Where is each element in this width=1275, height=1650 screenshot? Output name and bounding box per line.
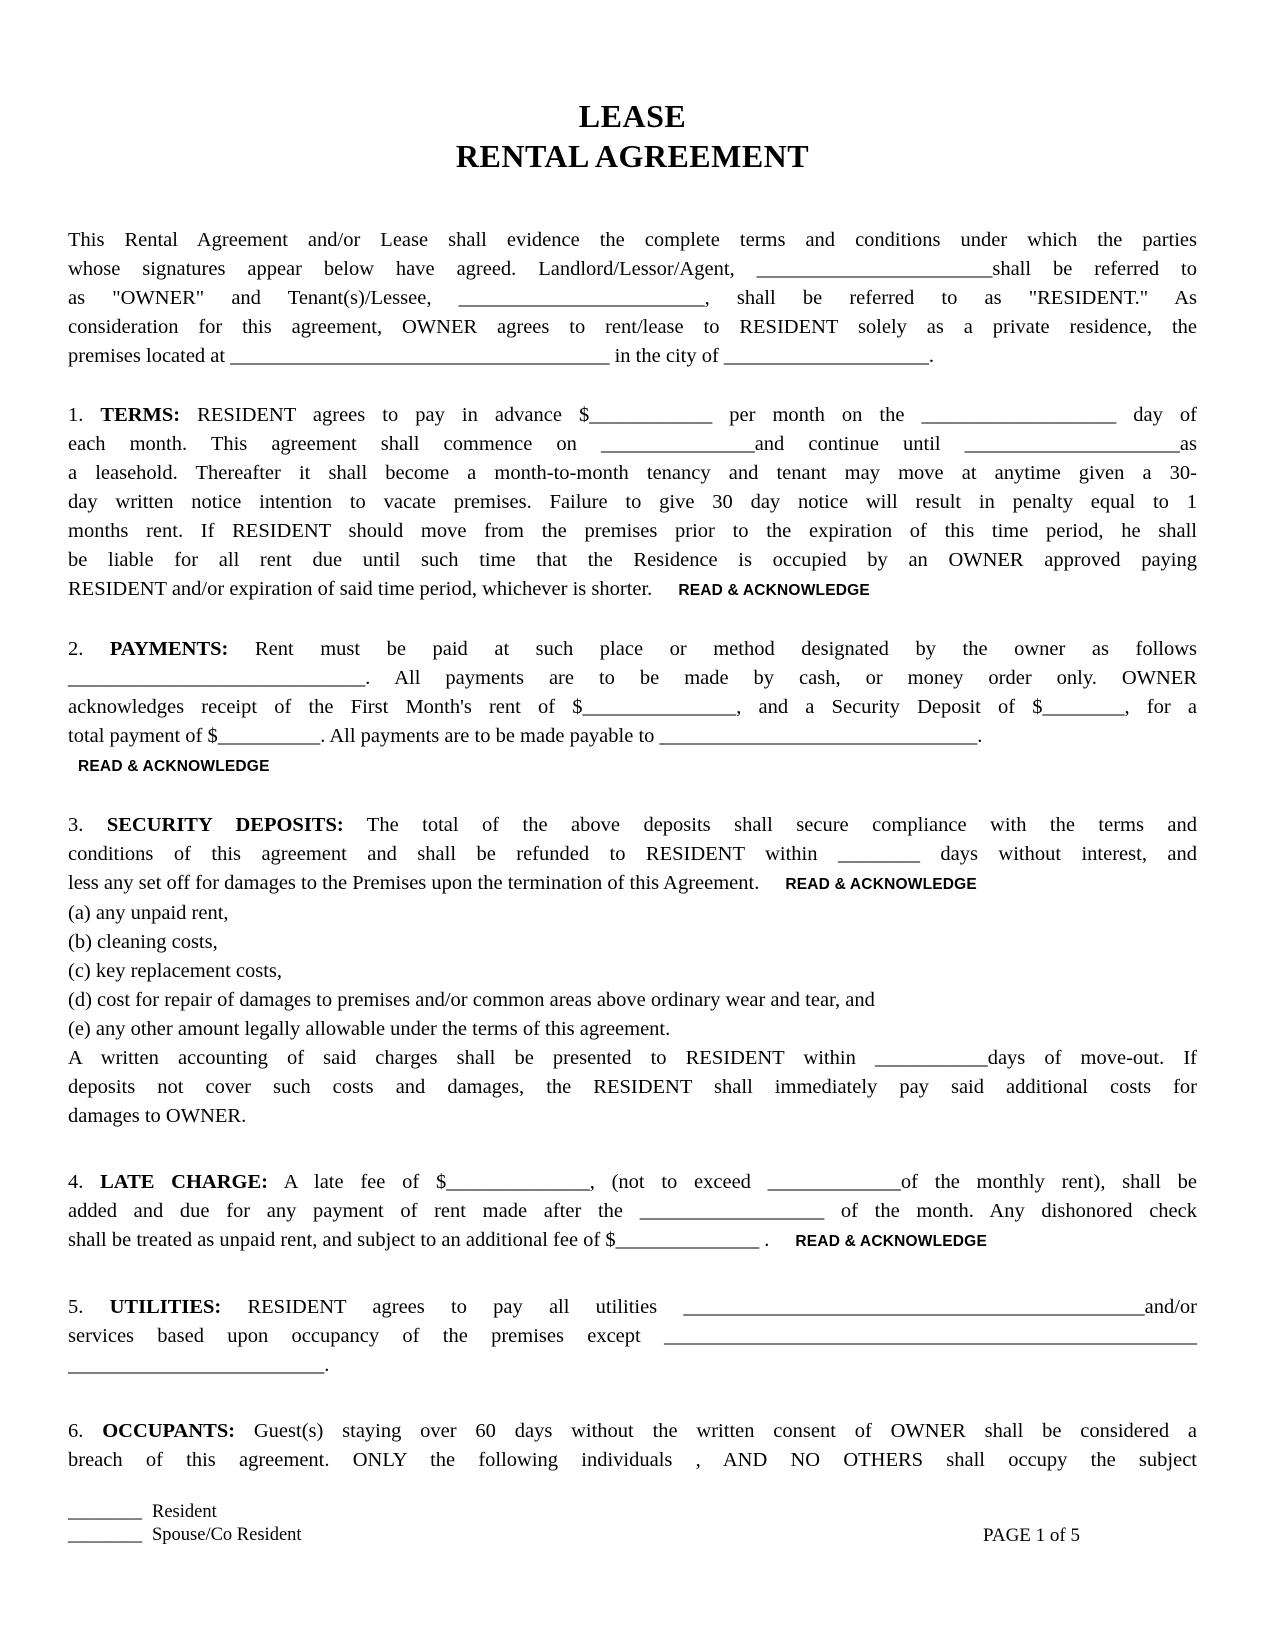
monthly-rent-blank: ____________: [589, 404, 713, 426]
text-segment: added and due for any payment of rent made after the: [68, 1200, 640, 1222]
utilities-heading: UTILITIES:: [109, 1296, 222, 1318]
text-segment: acknowledges receipt of the First Month's rent of $: [68, 696, 583, 718]
text-segment: be liable for all rent due until such time that the Residence is occupied by an OWNER approved paying: [68, 549, 1197, 571]
utilities-except-blank: ____________________________________________________: [664, 1325, 1197, 1347]
text-line: [68, 459, 1197, 488]
text-segment: days without interest, and: [919, 843, 1197, 865]
payment-place-blank: _____________________________: [68, 667, 366, 689]
text-segment: shall be treated as unpaid rent, and subject to an additional fee of $: [68, 1229, 616, 1251]
text-line: [68, 517, 1197, 546]
security-deposit-items: [68, 899, 1197, 1044]
text-line: [68, 226, 1197, 255]
text-segment: days of move-out. If: [987, 1047, 1198, 1069]
text-segment: total payment of $: [68, 725, 218, 747]
text-segment: services based upon occupancy of the premises except: [68, 1325, 664, 1347]
text-segment: Guest(s) staying over 60 days without the written consent of OWNER shall be considered a: [235, 1420, 1197, 1442]
text-segment: per month on the: [712, 404, 922, 426]
text-segment: of the monthly rent), shall be: [900, 1171, 1197, 1193]
text-line: [68, 1102, 1197, 1131]
commencement-date-blank: _______________: [600, 433, 755, 455]
intro-paragraph: [68, 226, 1197, 371]
text-segment: as: [1179, 433, 1197, 455]
text-segment: Rent must be paid at such place or method designated by the owner as follows: [228, 638, 1197, 660]
tenant-lessee-blank: ________________________: [458, 287, 705, 309]
text-line: [68, 1168, 1197, 1197]
payment-day-blank: ___________________: [921, 404, 1117, 426]
text-segment: months rent. If RESIDENT should move from the premises prior to the expiration of this time period, he shall: [68, 520, 1197, 542]
text-line: [68, 664, 1197, 693]
section-late-charge: [68, 1168, 1197, 1256]
text-segment: 2.: [68, 638, 110, 660]
text-segment: 6.: [68, 1420, 103, 1442]
text-segment: RESIDENT agrees to pay all utilities: [221, 1296, 684, 1318]
resident-signature-blank: ________: [68, 1502, 142, 1522]
first-month-rent-blank: _______________: [582, 696, 737, 718]
end-date-blank: _____________________: [964, 433, 1180, 455]
text-line: [68, 575, 1197, 605]
payments-heading: PAYMENTS:: [109, 638, 229, 660]
text-segment: , (not to exceed: [589, 1171, 768, 1193]
text-segment: day written notice intention to vacate premises. Failure to give 30 day notice will result in penalty equal to 1: [68, 491, 1197, 513]
premises-address-blank: _____________________________________: [230, 345, 610, 367]
text-line: [68, 957, 1197, 986]
text-segment: . All payments are to be made payable to: [320, 725, 660, 747]
text-segment: .: [759, 1229, 770, 1251]
section-security-deposits: [68, 811, 1197, 899]
security-deposits-heading: SECURITY DEPOSITS:: [106, 814, 344, 836]
text-line: [68, 1226, 1197, 1256]
text-line: [68, 1197, 1197, 1226]
text-line: [68, 1322, 1197, 1351]
city-blank: ____________________: [723, 345, 929, 367]
page-number: PAGE 1 of 5: [983, 1525, 1080, 1546]
payments-read-acknowledge-line: [68, 751, 1197, 781]
text-segment: conditions of this agreement and shall be refunded to RESIDENT within: [68, 843, 838, 865]
payable-to-blank: _______________________________: [659, 725, 978, 747]
text-segment: whose signatures appear below have agreed. Landlord/Lessor/Agent,: [68, 258, 757, 280]
text-line: [68, 722, 1197, 751]
text-segment: and continue until: [754, 433, 965, 455]
text-segment: RESIDENT and/or expiration of said time period, whichever is shorter.: [68, 578, 653, 600]
text-line: [68, 869, 1197, 899]
refund-days-blank: ________: [837, 843, 920, 865]
text-segment: premises located at: [68, 345, 231, 367]
text-segment: a leasehold. Thereafter it shall become a month-to-month tenancy and tenant may move at anytime given a 30-: [68, 462, 1197, 484]
text-line: [68, 1417, 1197, 1446]
text-line: [68, 1351, 1197, 1380]
text-segment: 3.: [68, 814, 107, 836]
text-segment: (d) cost for repair of damages to premises and/or common areas above ordinary wear and tear, and: [68, 989, 875, 1011]
text-segment: .: [324, 1354, 330, 1376]
title-line-rental-agreement: RENTAL AGREEMENT: [455, 138, 810, 174]
text-segment: in the city of: [609, 345, 724, 367]
late-fee-cap-blank: _____________: [767, 1171, 901, 1193]
section-terms: [68, 401, 1197, 605]
total-payment-blank: __________: [217, 725, 321, 747]
text-segment: A written accounting of said charges shall be presented to RESIDENT within: [68, 1047, 875, 1069]
text-segment: consideration for this agreement, OWNER agrees to rent/lease to RESIDENT solely as a private residence, the: [68, 316, 1197, 338]
text-line: [68, 1446, 1197, 1475]
text-segment: A late fee of $: [267, 1171, 447, 1193]
section-utilities: [68, 1293, 1197, 1380]
document-title: [68, 96, 1197, 176]
section-occupants: [68, 1417, 1197, 1475]
resident-signature-line: [68, 1501, 1197, 1524]
text-segment: and/or: [1144, 1296, 1197, 1318]
text-line: [68, 1044, 1197, 1073]
text-line: [68, 1293, 1197, 1322]
late-fee-blank: ______________: [446, 1171, 590, 1193]
text-segment: as "OWNER" and Tenant(s)/Lessee,: [68, 287, 459, 309]
text-line: [68, 488, 1197, 517]
text-line: [68, 342, 1197, 371]
utilities-paid-blank: _____________________________________________: [683, 1296, 1145, 1318]
text-segment: , shall be referred to as "RESIDENT." As: [704, 287, 1198, 309]
spouse-signature-label: Spouse/Co Resident: [152, 1525, 302, 1545]
utilities-except-continued-blank: _________________________: [68, 1354, 325, 1376]
occupants-heading: OCCUPANTS:: [102, 1420, 236, 1442]
text-segment: breach of this agreement. ONLY the following individuals , AND NO OTHERS shall occupy the subject: [68, 1449, 1197, 1471]
text-segment: each month. This agreement shall commence on: [68, 433, 601, 455]
text-segment: deposits not cover such costs and damages, the RESIDENT shall immediately pay said additional costs for: [68, 1076, 1197, 1098]
text-segment: .: [928, 345, 935, 367]
text-line: [68, 546, 1197, 575]
text-line: [68, 1015, 1197, 1044]
text-line: [68, 928, 1197, 957]
text-segment: .: [977, 725, 983, 747]
security-accounting-paragraph: [68, 1044, 1197, 1131]
spouse-signature-blank: ________: [68, 1525, 142, 1545]
text-segment: (a) any unpaid rent,: [68, 902, 229, 924]
accounting-days-blank: ___________: [874, 1047, 988, 1069]
text-line: [68, 986, 1197, 1015]
late-charge-heading: LATE CHARGE:: [100, 1171, 268, 1193]
dishonored-check-fee-blank: ______________: [615, 1229, 760, 1251]
security-deposit-blank: ________: [1042, 696, 1125, 718]
text-segment: This Rental Agreement and/or Lease shall evidence the complete terms and conditions under which the parties: [68, 229, 1197, 251]
text-line: [68, 1073, 1197, 1102]
text-segment: (e) any other amount legally allowable under the terms of this agreement.: [68, 1018, 671, 1040]
text-line: [68, 635, 1197, 664]
text-segment: . All payments are to be made by cash, or money order only. OWNER: [365, 667, 1197, 689]
text-line: [68, 693, 1197, 722]
terms-heading: TERMS:: [100, 404, 181, 426]
text-segment: , and a Security Deposit of $: [736, 696, 1043, 718]
text-segment: The total of the above deposits shall secure compliance with the terms and: [343, 814, 1198, 836]
text-segment: damages to OWNER.: [68, 1105, 247, 1127]
title-line-lease: LEASE: [578, 98, 687, 134]
text-segment: shall be referred to: [992, 258, 1197, 280]
read-acknowledge-label: READ & ACKNOWLEDGE: [78, 758, 270, 775]
section-payments: [68, 635, 1197, 751]
text-segment: RESIDENT agrees to pay in advance $: [180, 404, 590, 426]
text-line: [68, 401, 1197, 430]
read-acknowledge-label: READ & ACKNOWLEDGE: [795, 1233, 987, 1250]
text-line: [68, 284, 1197, 313]
page-footer: [68, 1501, 1197, 1547]
text-segment: (c) key replacement costs,: [68, 960, 283, 982]
text-segment: day of: [1116, 404, 1197, 426]
text-segment: of the month. Any dishonored check: [824, 1200, 1197, 1222]
text-line: [68, 840, 1197, 869]
text-line: [68, 899, 1197, 928]
text-line: [68, 313, 1197, 342]
text-segment: , for a: [1124, 696, 1197, 718]
late-after-day-blank: __________________: [639, 1200, 825, 1222]
text-line: [68, 255, 1197, 284]
resident-signature-label: Resident: [152, 1502, 217, 1522]
text-segment: less any set off for damages to the Premises upon the termination of this Agreement.: [68, 872, 760, 894]
text-segment: 5.: [68, 1296, 110, 1318]
text-segment: 4.: [68, 1171, 101, 1193]
read-acknowledge-label: READ & ACKNOWLEDGE: [678, 582, 870, 599]
text-line: [68, 430, 1197, 459]
landlord-lessor-agent-blank: _______________________: [756, 258, 993, 280]
text-line: [68, 811, 1197, 840]
read-acknowledge-label: READ & ACKNOWLEDGE: [785, 876, 977, 893]
text-segment: 1.: [68, 404, 101, 426]
text-segment: (b) cleaning costs,: [68, 931, 218, 953]
